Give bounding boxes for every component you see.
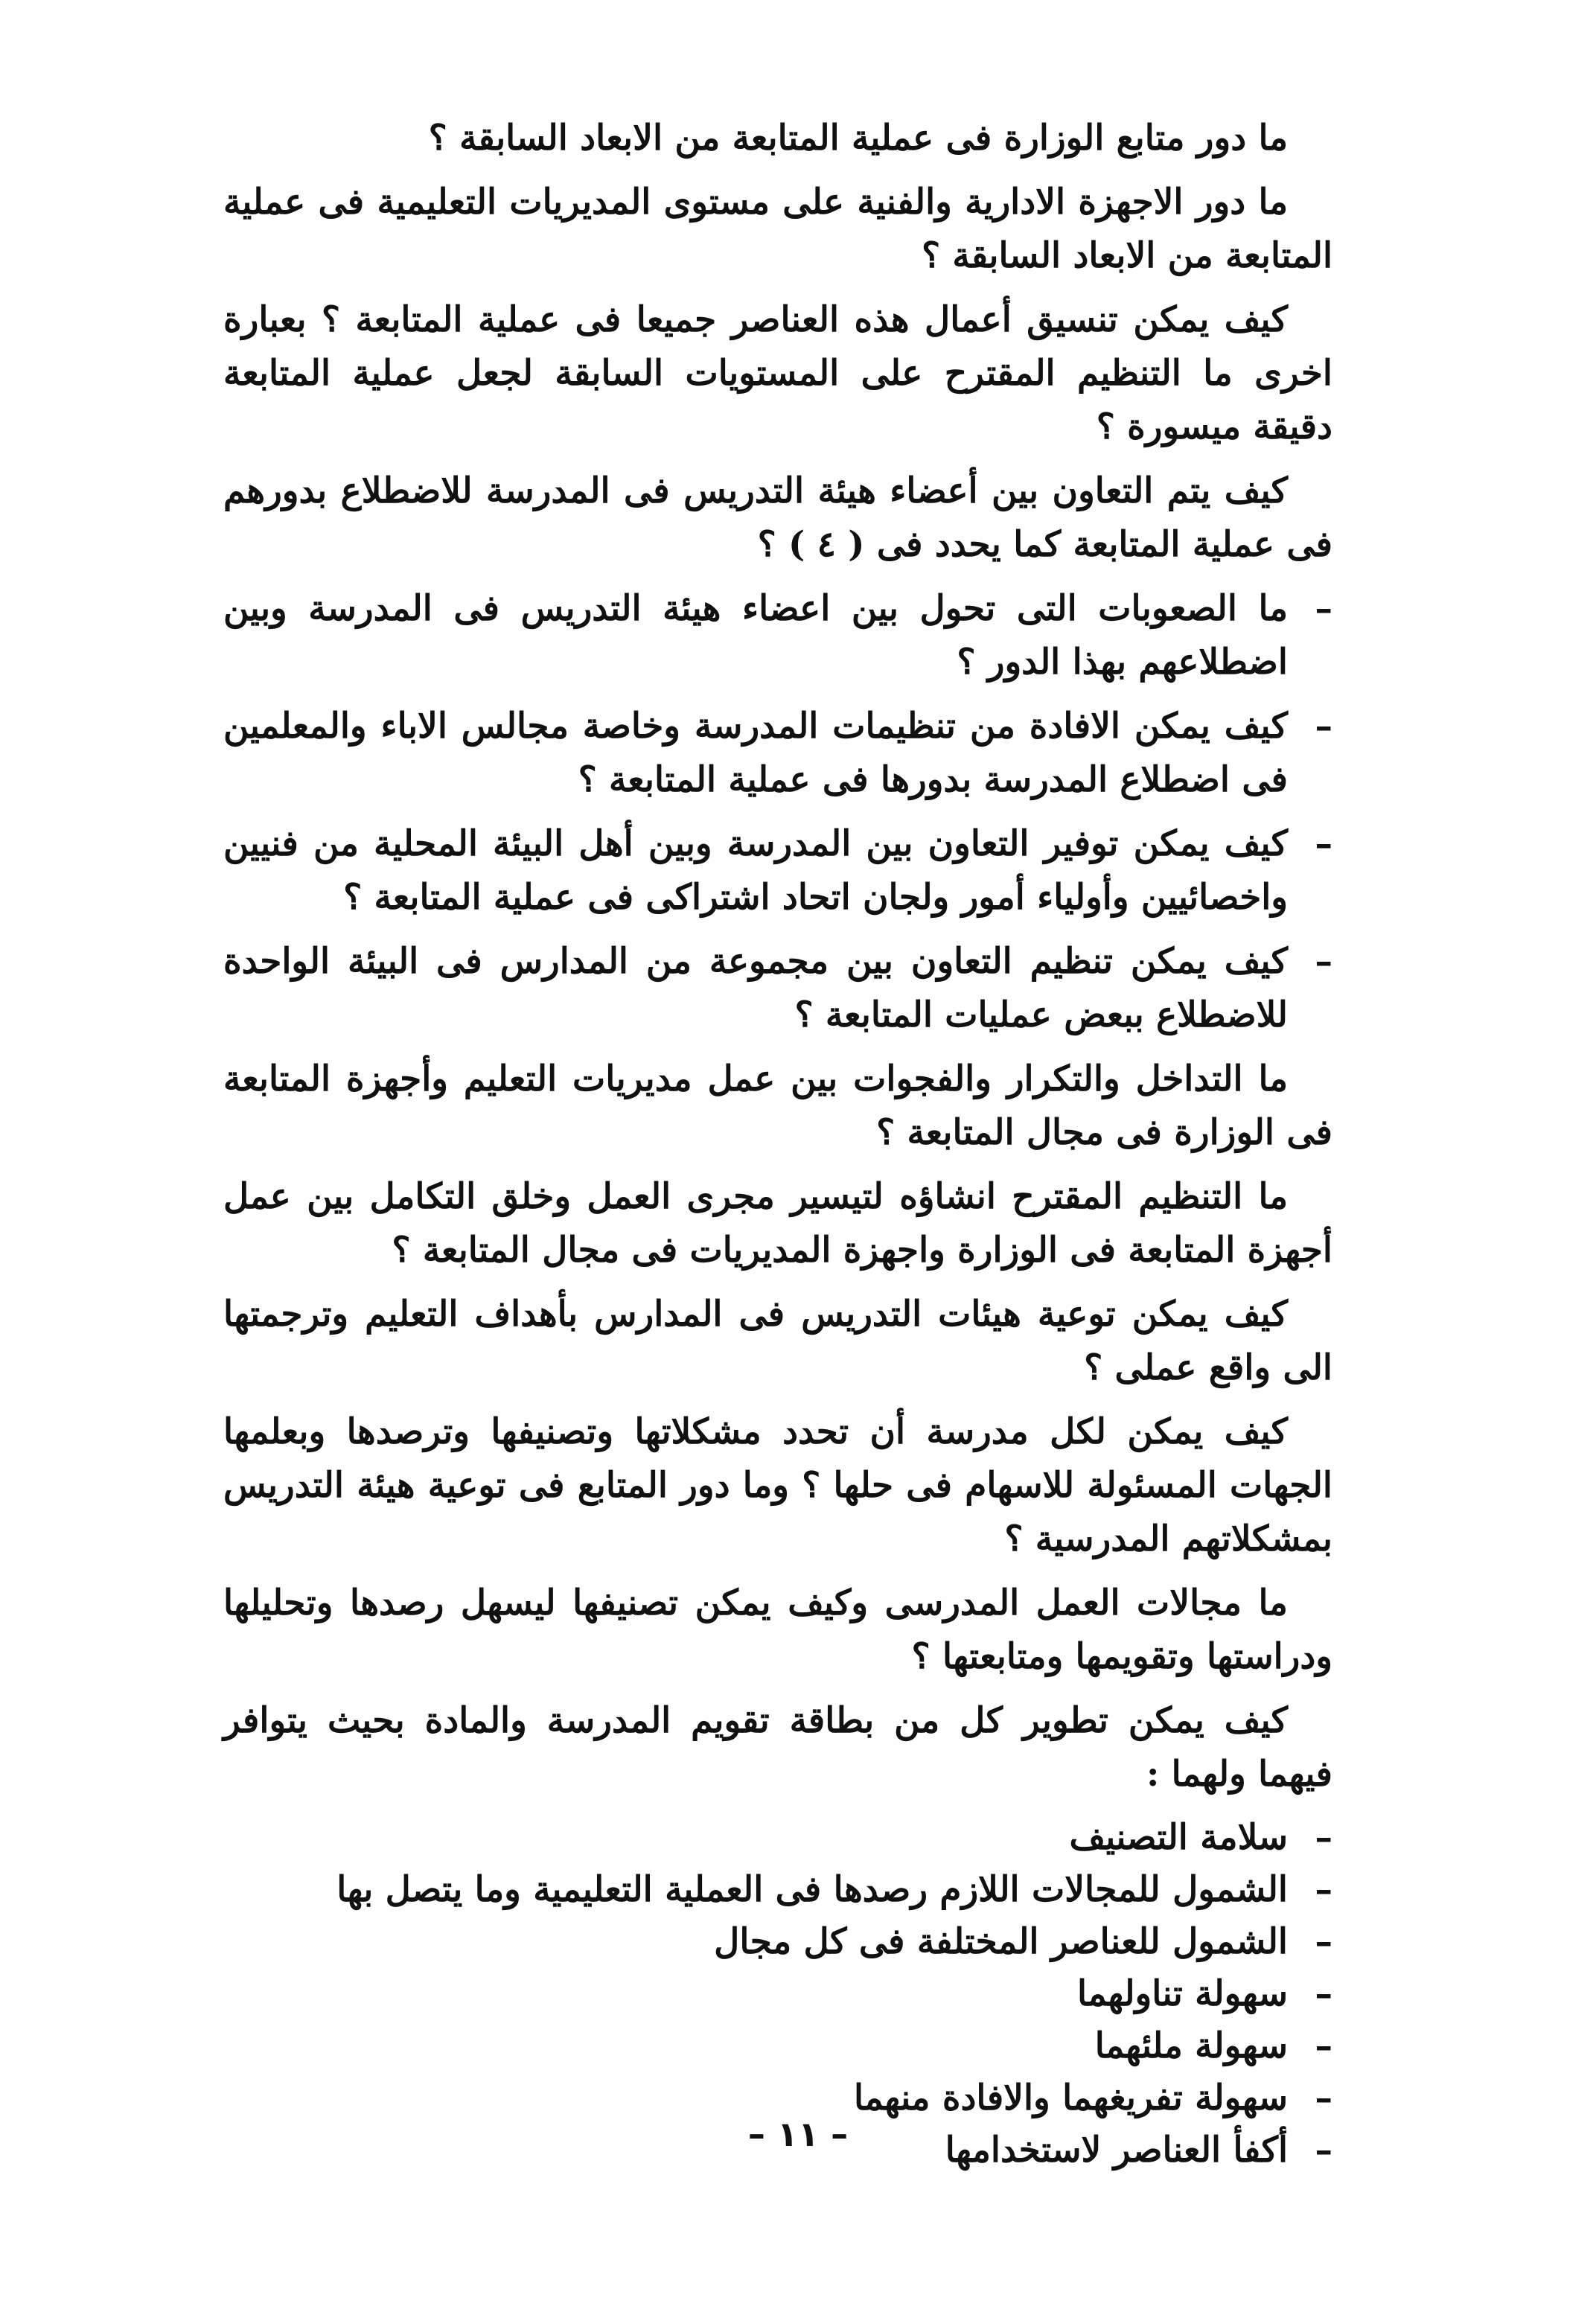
list-item-text: أكفأ العناصر لاستخدامها xyxy=(945,2130,1288,2171)
paragraph-10: كيف يمكن تطوير كل من بطاقة تقويم المدرسة والمادة بحيث يتوافر فيهما ولهما : xyxy=(223,1700,1332,1795)
paragraph-2: ما دور الاجهزة الادارية والفنية على مستوى المديريات التعليمية فى عملية المتابعة من الابعاد السابقة ؟ xyxy=(223,182,1332,276)
list-item xyxy=(223,2020,1332,2072)
dash-item-3 xyxy=(223,817,1332,925)
list-item-text: سهولة تناولهما xyxy=(1077,1973,1288,2014)
list-item xyxy=(223,1916,1332,1968)
list-item-text: الشمول للمجالات اللازم رصدها فى العملية التعليمية وما يتصل بها xyxy=(336,1869,1288,1910)
paragraph-1: ما دور متابع الوزارة فى عملية المتابعة من الابعاد السابقة ؟ xyxy=(428,118,1288,159)
dash-item-text: كيف يمكن تنظيم التعاون بين مجموعة من المدارس فى البيئة الواحدة للاضطلاع ببعض عمليات المتابعة ؟ xyxy=(223,941,1288,1035)
paragraph-8: كيف يمكن لكل مدرسة أن تحدد مشكلاتها وتصنيفها وترصدها وبعلمها الجهات المسئولة للاسهام فى حلها ؟ وما دور المتابع فى توعية هيئة التدريس بمشكلاتهم المدرسية ؟ xyxy=(223,1411,1332,1559)
dash-marker: – xyxy=(1315,706,1332,747)
dash-marker: – xyxy=(1315,2025,1332,2066)
paragraph-6: ما التنظيم المقترح انشاؤه لتيسير مجرى العمل وخلق التكامل بين عمل أجهزة المتابعة فى الوزارة واجهزة المديريات فى مجال المتابعة ؟ xyxy=(223,1176,1332,1271)
list-item xyxy=(223,1968,1332,2020)
dash-marker: – xyxy=(1315,588,1332,629)
dash-marker: – xyxy=(1315,1817,1332,1858)
dash-item-text: كيف يمكن توفير التعاون بين المدرسة وبين أهل البيئة المحلية من فنيين واخصائيين وأولياء أمور ولجان اتحاد اشتراكى فى عملية المتابعة ؟ xyxy=(223,823,1288,918)
document-body xyxy=(223,112,1332,2177)
dash-item-2 xyxy=(223,700,1332,807)
dash-marker: – xyxy=(1315,1973,1332,2014)
list-item-text: سهولة ملئهما xyxy=(1094,2025,1288,2066)
paragraph-4: كيف يتم التعاون بين أعضاء هيئة التدريس فى المدرسة للاضطلاع بدورهم فى عملية المتابعة كما يحدد فى ( ٤ ) ؟ xyxy=(223,470,1332,565)
list-item xyxy=(223,1812,1332,1864)
paragraph-9: ما مجالات العمل المدرسى وكيف يمكن تصنيفها ليسهل رصدها وتحليلها ودراستها وتقويمها ومتابعتها ؟ xyxy=(223,1583,1332,1677)
list-item-text: سهولة تفريغهما والافادة منهما xyxy=(853,2078,1288,2118)
dash-item-4 xyxy=(223,935,1332,1042)
dash-item-text: ما الصعوبات التى تحول بين اعضاء هيئة التدريس فى المدرسة وبين اضطلاعهم بهذا الدور ؟ xyxy=(223,588,1289,683)
dash-marker: – xyxy=(1315,823,1332,864)
list-item-text: الشمول للعناصر المختلفة فى كل مجال xyxy=(714,1921,1288,1962)
list-item xyxy=(223,1864,1332,1916)
dash-marker: – xyxy=(1315,941,1332,982)
dash-marker: – xyxy=(1315,1869,1332,1910)
dash-item-text: كيف يمكن الافادة من تنظيمات المدرسة وخاصة مجالس الاباء والمعلمين فى اضطلاع المدرسة بدورها فى عملية المتابعة ؟ xyxy=(223,706,1288,800)
dash-item-1 xyxy=(223,582,1332,689)
paragraph-7: كيف يمكن توعية هيئات التدريس فى المدارس بأهداف التعليم وترجمتها الى واقع عملى ؟ xyxy=(223,1294,1332,1388)
paragraph-3: كيف يمكن تنسيق أعمال هذه العناصر جميعا فى عملية المتابعة ؟ بعبارة اخرى ما التنظيم المقترح على المستويات السابقة لجعل عملية المتابعة دقيقة ميسورة ؟ xyxy=(223,299,1332,447)
paragraph-5: ما التداخل والتكرار والفجوات بين عمل مديريات التعليم وأجهزة المتابعة فى الوزارة فى مجال المتابعة ؟ xyxy=(223,1058,1332,1153)
list-item-text: سلامة التصنيف xyxy=(1069,1817,1288,1858)
page-number: – ١١ – xyxy=(747,2114,849,2154)
dash-marker: – xyxy=(1315,2078,1332,2118)
dash-marker: – xyxy=(1315,2130,1332,2171)
dash-marker: – xyxy=(1315,1921,1332,1962)
